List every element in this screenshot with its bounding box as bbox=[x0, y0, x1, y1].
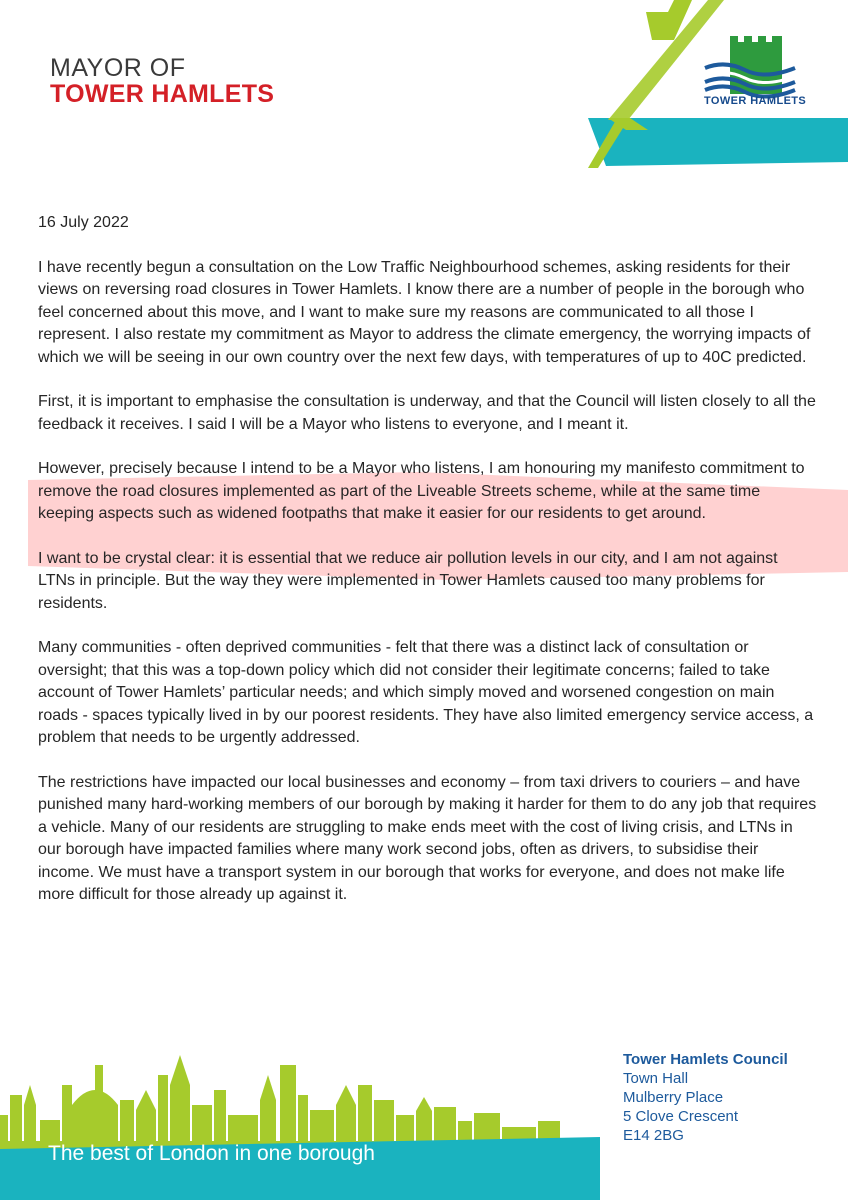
paragraph-2: First, it is important to emphasise the consultation is underway, and that the Council will listen closely to all the feedback it receives. I said I will be a Mayor who listens to everyone, and I meant it. bbox=[38, 393, 816, 433]
mayor-logo-line2: TOWER HAMLETS bbox=[50, 80, 275, 108]
council-address bbox=[623, 1050, 788, 1145]
address-line4: E14 2BG bbox=[623, 1127, 684, 1144]
mayor-logo bbox=[50, 55, 274, 107]
council-logo-text: TOWER HAMLETS bbox=[704, 95, 807, 107]
footer-skyline-banner bbox=[0, 1045, 600, 1200]
paragraph-4: I want to be crystal clear: it is essential that we reduce air pollution levels in our city, and I am not against LTNs in principle. But the way they were implemented in Tower Hamlets caused too many problems for residents. bbox=[38, 549, 778, 612]
address-line1: Town Hall bbox=[623, 1070, 689, 1087]
address-council-name: Tower Hamlets Council bbox=[623, 1051, 788, 1068]
address-line2: Mulberry Place bbox=[623, 1089, 724, 1106]
paragraph-1: I have recently begun a consultation on the Low Traffic Neighbourhood schemes, asking residents for their views on reversing road closures in Tower Hamlets. I know there are a number of people in the borough who feel concerned about this move, and I want to make sure my reasons are communicated to all those I represent. I also restate my commitment as Mayor to address the climate emergency, the worrying impacts of which we will be seeing in our own country over the next few days, with temperatures of up to 40C predicted. bbox=[38, 258, 811, 366]
footer-slogan: The best of London in one borough bbox=[48, 1142, 375, 1165]
address-line3: 5 Clove Crescent bbox=[623, 1108, 739, 1125]
letter-body bbox=[38, 212, 818, 929]
mayor-logo-line1: MAYOR OF bbox=[50, 54, 186, 82]
paragraph-6: The restrictions have impacted our local businesses and economy – from taxi drivers to couriers – and have punished many hard-working members of our borough by making it harder for them to do any job that requires a vehicle. Many of our residents are struggling to make ends meet with the cost of living crisis, and LTNs in our borough have impacted families where many work second jobs, often as drivers, to subsidise their income. We must have a transport system in our borough that works for everyone, and does not make life more difficult for those already up against it. bbox=[38, 773, 817, 903]
paragraph-3-highlighted: However, precisely because I intend to be a Mayor who listens, I am honouring my manifesto commitment to remove the road closures implemented as part of the Liveable Streets scheme, while at the same time keeping aspects such as widened footpaths that make it easier for our residents to get around. bbox=[38, 460, 805, 522]
letter-date: 16 July 2022 bbox=[38, 214, 129, 231]
paragraph-5: Many communities - often deprived communities - felt that there was a distinct lack of consultation or oversight; that this was a top-down policy which did not consider their legitimate concerns; failed to take account of Tower Hamlets’ particular needs; and which simply moved and worsened congestion on main roads - spaces typically lived in by our poorest residents. They have also limited emergency service access, a problem that needs to be urgently addressed. bbox=[38, 639, 814, 746]
